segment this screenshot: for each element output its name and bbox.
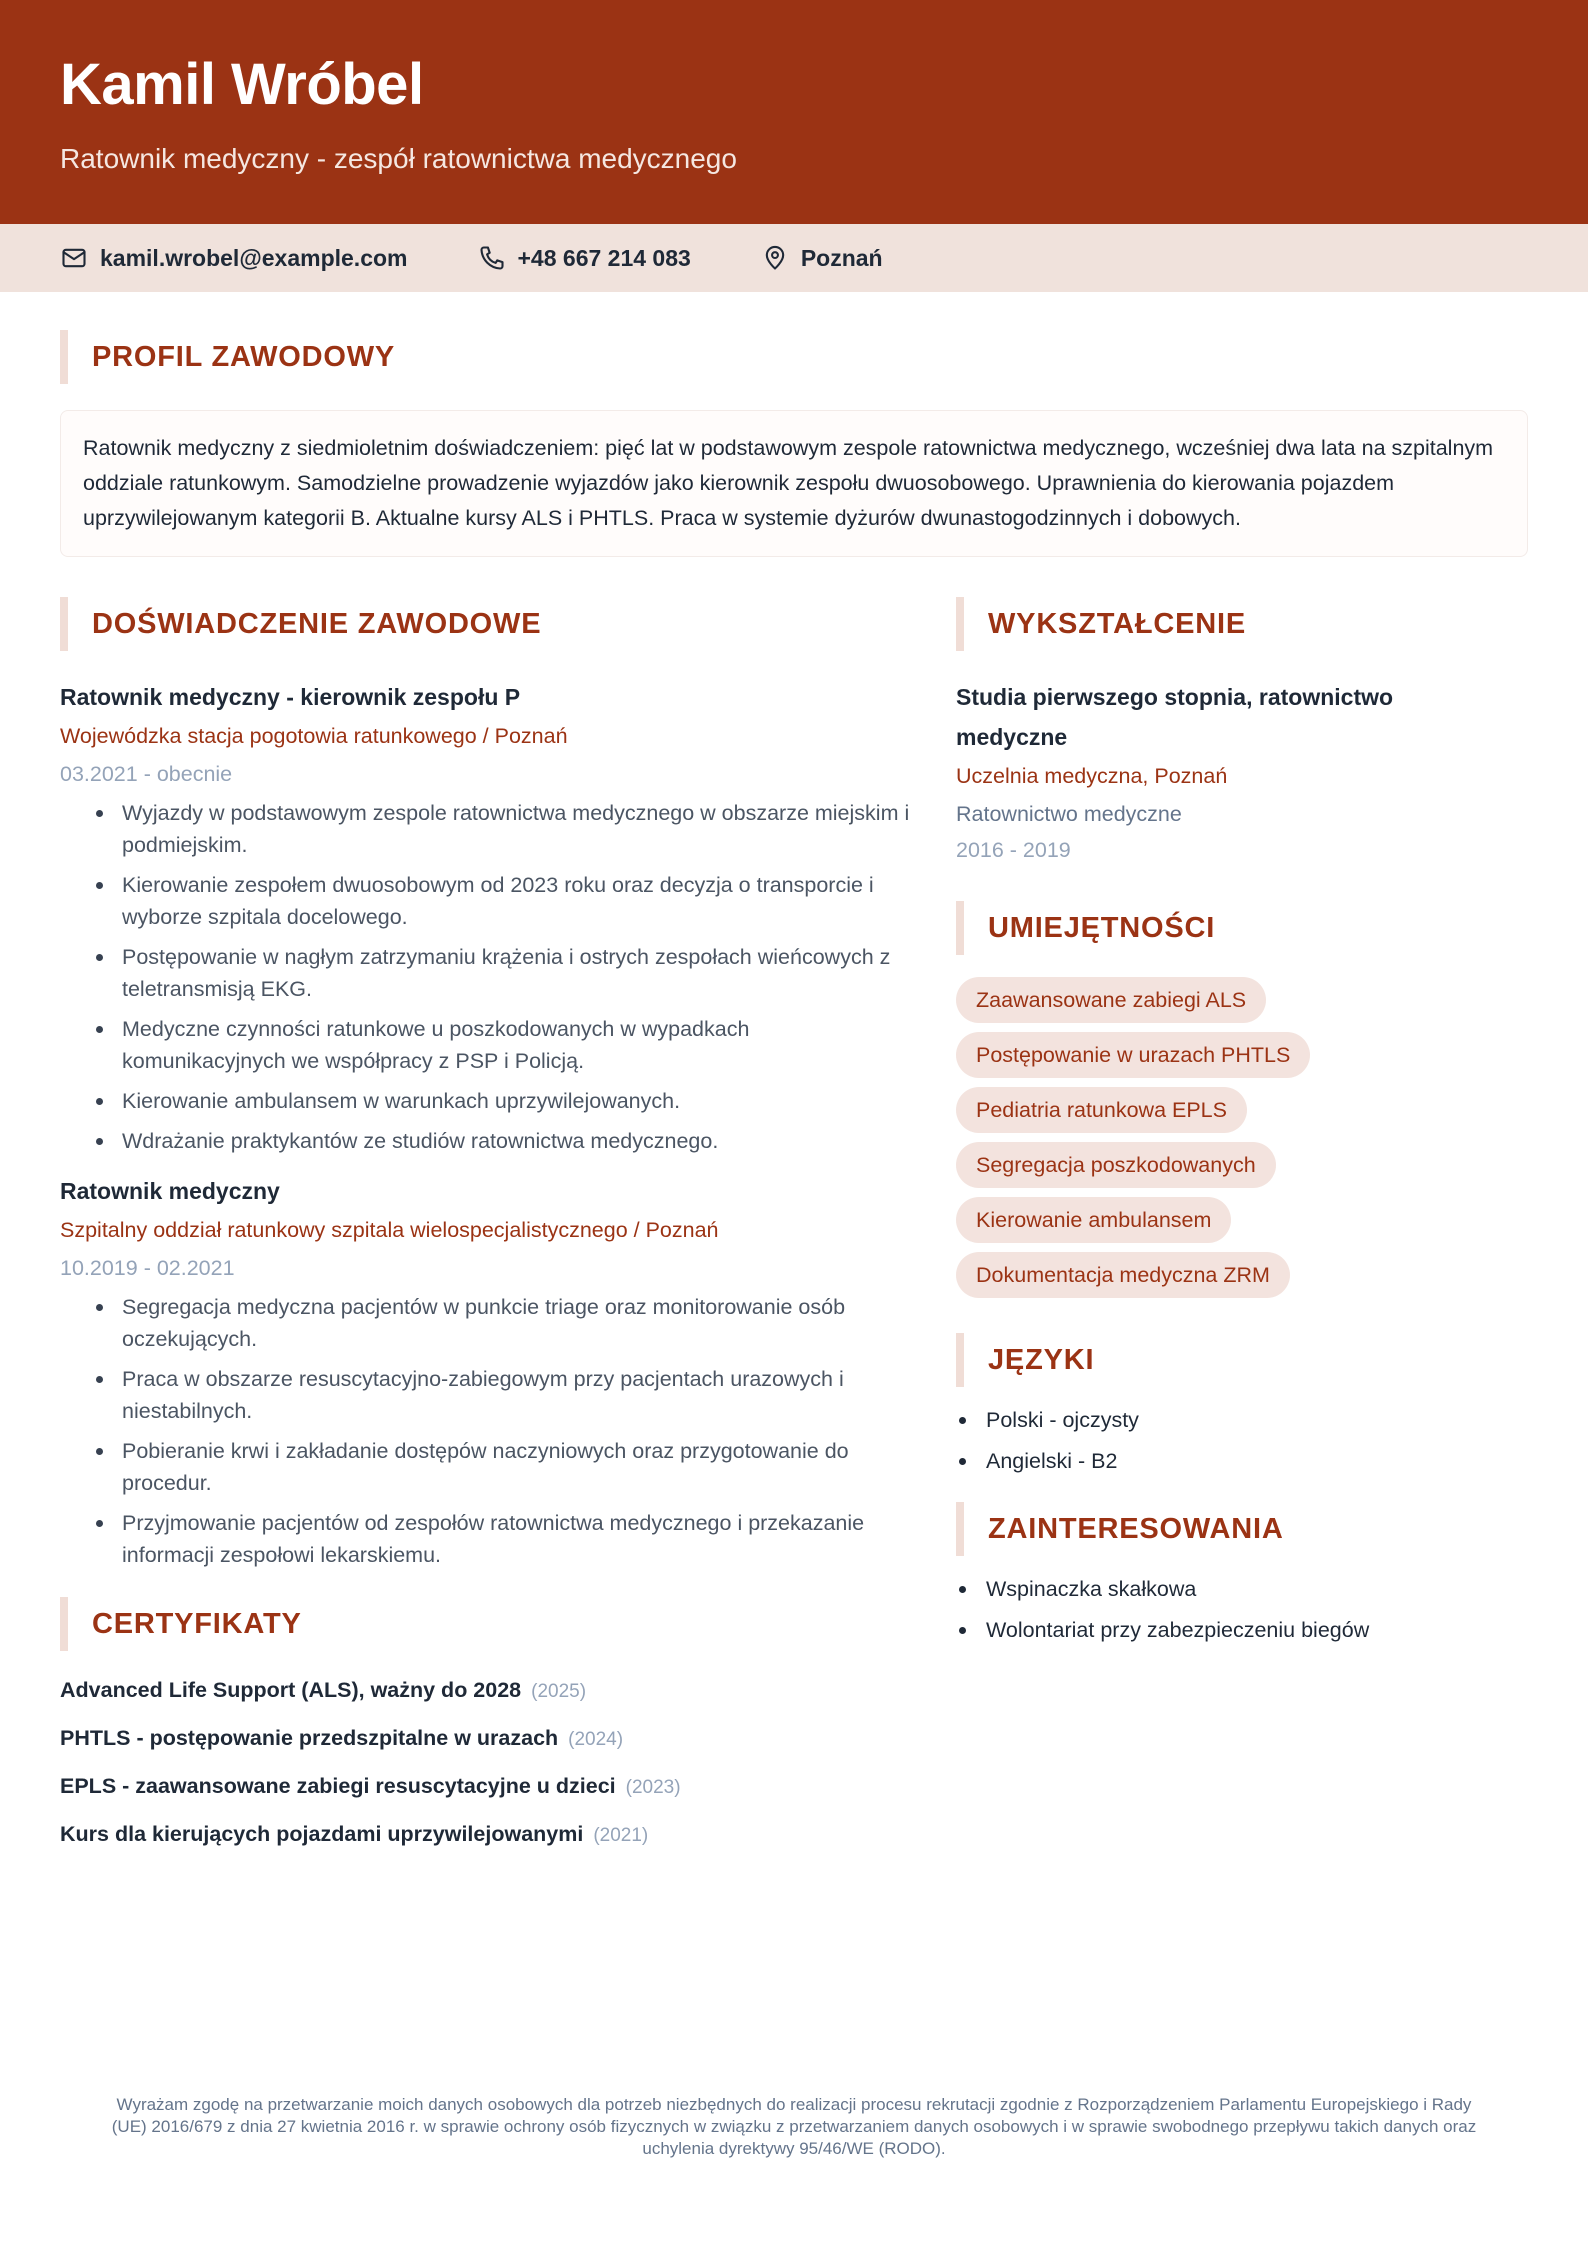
resume-content xyxy=(0,330,1588,1867)
list-item: Przyjmowanie pacjentów od zespołów ratownictwa medycznego i przekazanie informacji zespołowi lekarskiemu. xyxy=(60,1507,910,1571)
certificates-section xyxy=(60,1597,910,1851)
resume-header xyxy=(0,0,1588,224)
profile-text: Ratownik medyczny z siedmioletnim doświadczeniem: pięć lat w podstawowym zespole ratownictwa medycznego, wcześniej dwa lata na szpitalnym oddziale ratunkowym. Samodzielne prowadzenie wyjazdów jako kierownik zespołu dwuosobowego. Uprawnienia do kierowania pojazdem uprzywilejowanym kategorii B. Aktualne kursy ALS i PHTLS. Praca w systemie dyżurów dwunastogodzinnych i dobowych. xyxy=(60,410,1528,557)
list-item: Postępowanie w nagłym zatrzymaniu krążenia i ostrych zespołach wieńcowych z teletransmisją EKG. xyxy=(60,941,910,1005)
location-pin-icon xyxy=(761,244,789,272)
certificate-year: (2021) xyxy=(593,1825,649,1846)
list-item: Medyczne czynności ratunkowe u poszkodowanych w wypadkach komunikacyjnych we współpracy z PSP i Policją. xyxy=(60,1013,910,1077)
job-duties xyxy=(60,1291,910,1571)
certificate-name: Kurs dla kierujących pojazdami uprzywilejowanymi xyxy=(60,1822,584,1846)
certificate-item xyxy=(60,1819,910,1851)
skill-chip: Postępowanie w urazach PHTLS xyxy=(956,1032,1310,1078)
skills-title: UMIEJĘTNOŚCI xyxy=(956,901,1524,955)
certificate-item xyxy=(60,1723,910,1755)
list-item: Wyjazdy w podstawowym zespole ratownictwa medycznego w obszarze miejskim i podmiejskim. xyxy=(60,797,910,861)
skill-chip: Zaawansowane zabiegi ALS xyxy=(956,977,1266,1023)
education-title: WYKSZTAŁCENIE xyxy=(956,597,1524,651)
contact-email[interactable] xyxy=(60,244,408,272)
certificate-item xyxy=(60,1675,910,1707)
contact-location xyxy=(761,244,883,272)
email-text: kamil.wrobel@example.com xyxy=(100,244,408,271)
skills-chips xyxy=(956,977,1524,1307)
candidate-role: Ratownik medyczny - zespół ratownictwa medycznego xyxy=(60,143,737,174)
certificate-name: PHTLS - postępowanie przedszpitalne w urazach xyxy=(60,1726,559,1750)
list-item: Wspinaczka skałkowa xyxy=(956,1574,1524,1604)
interests-list xyxy=(956,1574,1524,1645)
skill-chip: Segregacja poszkodowanych xyxy=(956,1142,1276,1188)
job-duties xyxy=(60,797,910,1157)
certificate-year: (2025) xyxy=(531,1681,587,1702)
job-entry xyxy=(60,677,910,1157)
list-item: Segregacja medyczna pacjentów w punkcie triage oraz monitorowanie osób oczekujących. xyxy=(60,1291,910,1355)
certificate-year: (2023) xyxy=(625,1777,681,1798)
languages-list xyxy=(956,1405,1524,1476)
job-title: Ratownik medyczny - kierownik zespołu P xyxy=(60,684,521,710)
degree-line-1: Studia pierwszego stopnia, ratownictwo xyxy=(956,684,1394,710)
education-date: 2016 - 2019 xyxy=(956,838,1071,862)
list-item: Kierowanie ambulansem w warunkach uprzywilejowanych. xyxy=(60,1085,910,1117)
right-column xyxy=(956,597,1524,1867)
profile-section xyxy=(60,330,1528,557)
certificate-name: Advanced Life Support (ALS), ważny do 2028 xyxy=(60,1678,522,1702)
skills-section xyxy=(956,901,1524,1307)
skill-chip: Kierowanie ambulansem xyxy=(956,1197,1231,1243)
certificates-title: CERTYFIKATY xyxy=(60,1597,910,1651)
two-column-layout xyxy=(60,597,1528,1867)
list-item: Praca w obszarze resuscytacyjno-zabiegowym przy pacjentach urazowych i niestabilnych. xyxy=(60,1363,910,1427)
candidate-name: Kamil Wróbel xyxy=(60,52,424,117)
education-entry xyxy=(956,677,1524,867)
contact-phone[interactable] xyxy=(478,244,691,272)
list-item: Angielski - B2 xyxy=(956,1446,1524,1476)
skill-chip: Pediatria ratunkowa EPLS xyxy=(956,1087,1247,1133)
job-date: 10.2019 - 02.2021 xyxy=(60,1256,235,1280)
interests-title: ZAINTERESOWANIA xyxy=(956,1502,1524,1556)
list-item: Polski - ojczysty xyxy=(956,1405,1524,1435)
languages-section xyxy=(956,1333,1524,1476)
interests-section xyxy=(956,1502,1524,1645)
list-item: Wolontariat przy zabezpieczeniu biegów xyxy=(956,1615,1524,1645)
phone-text: +48 667 214 083 xyxy=(517,244,691,271)
certificate-name: EPLS - zaawansowane zabiegi resuscytacyjne u dzieci xyxy=(60,1774,616,1798)
list-item: Pobieranie krwi i zakładanie dostępów naczyniowych oraz przygotowanie do procedur. xyxy=(60,1435,910,1499)
list-item: Kierowanie zespołem dwuosobowym od 2023 roku oraz decyzja o transporcie i wyborze szpitala docelowego. xyxy=(60,869,910,933)
field-of-study: Ratownictwo medyczne xyxy=(956,802,1182,826)
skill-chip: Dokumentacja medyczna ZRM xyxy=(956,1252,1290,1298)
certificate-year: (2024) xyxy=(568,1729,624,1750)
degree-line-2: medyczne xyxy=(956,724,1068,750)
school-name: Uczelnia medyczna, Poznań xyxy=(956,764,1228,788)
contact-bar xyxy=(0,224,1588,292)
experience-title: DOŚWIADCZENIE ZAWODOWE xyxy=(60,597,910,651)
languages-title: JĘZYKI xyxy=(956,1333,1524,1387)
job-entry xyxy=(60,1171,910,1571)
profile-title: PROFIL ZAWODOWY xyxy=(60,330,1528,384)
certificate-item xyxy=(60,1771,910,1803)
job-date: 03.2021 - obecnie xyxy=(60,762,233,786)
job-company: Szpitalny oddział ratunkowy szpitala wielospecjalistycznego / Poznań xyxy=(60,1218,719,1242)
gdpr-consent-clause: Wyrażam zgodę na przetwarzanie moich danych osobowych dla potrzeb niezbędnych do realizacji procesu rekrutacji zgodnie z Rozporządzeniem Parlamentu Europejskiego i Rady (UE) 2016/679 z dnia 27 kwietnia 2016 r. w sprawie ochrony osób fizycznych w związku z przetwarzaniem danych osobowych i w sprawie swobodnego przepływu takich danych oraz uchylenia dyrektywy 95/46/WE (RODO). xyxy=(111,2095,1477,2158)
list-item: Wdrażanie praktykantów ze studiów ratownictwa medycznego. xyxy=(60,1125,910,1157)
job-company: Wojewódzka stacja pogotowia ratunkowego / Poznań xyxy=(60,724,568,748)
location-text: Poznań xyxy=(800,244,883,271)
mail-icon xyxy=(60,244,88,272)
phone-icon xyxy=(478,244,506,272)
certificates-list xyxy=(60,1675,910,1851)
job-title: Ratownik medyczny xyxy=(60,1178,280,1204)
left-column xyxy=(60,597,910,1867)
